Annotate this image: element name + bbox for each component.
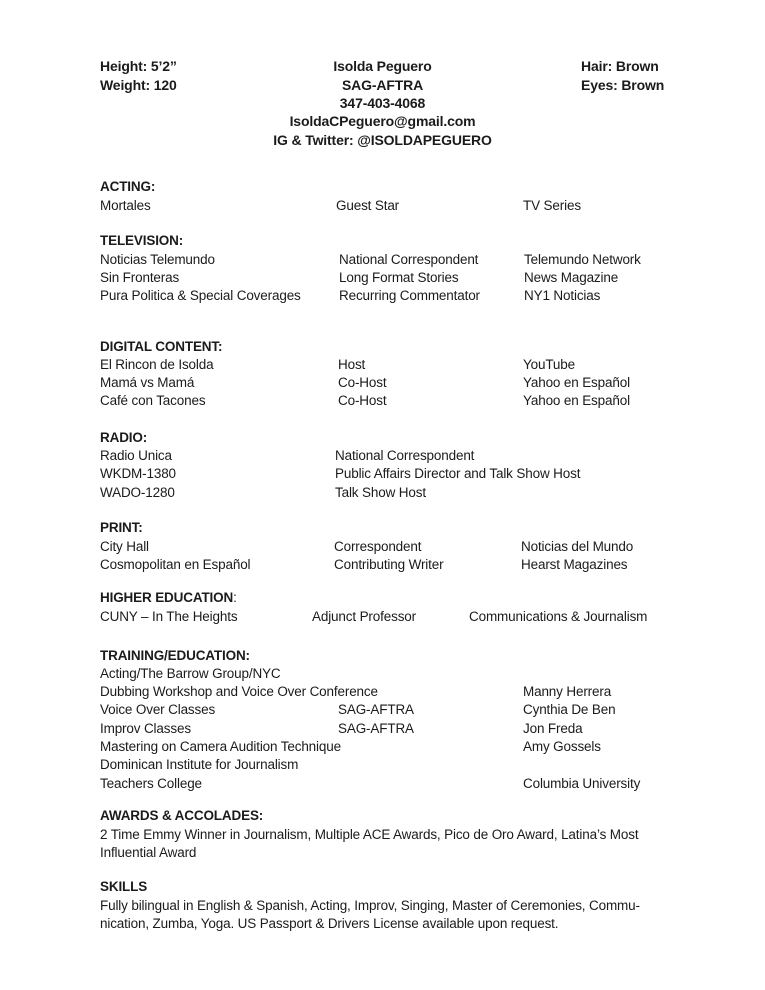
training-row-3 [0, 700, 765, 719]
section-title-print: PRINT: [100, 520, 143, 535]
credit-title: Mamá vs Mamá [100, 375, 195, 390]
training-instructor: Manny Herrera [523, 684, 612, 699]
credit-title: Mortales [100, 198, 151, 213]
training-course: Voice Over Classes [100, 702, 216, 717]
header-line-4 [0, 112, 765, 131]
skills-text-line-1 [0, 896, 765, 915]
skills-text: nication, Zumba, Yoga. US Passport & Drivers License available upon request. [100, 916, 559, 931]
credit-title: Café con Tacones [100, 393, 206, 408]
credit-title: El Rincon de Isolda [100, 357, 214, 372]
section-header-print [0, 518, 765, 537]
credit-title: Cosmopolitan en Español [100, 557, 251, 572]
credit-title: WKDM-1380 [100, 466, 176, 481]
section-title-radio: RADIO: [100, 430, 148, 445]
awards-text: Influential Award [100, 845, 197, 860]
credit-network: Yahoo en Español [523, 375, 630, 390]
awards-text-line-2 [0, 843, 765, 862]
subject-area: Communications & Journalism [469, 609, 648, 624]
training-instructor: Columbia University [523, 776, 641, 791]
height-value: Height: 5’2” [100, 58, 177, 74]
training-instructor: Cynthia De Ben [523, 702, 616, 717]
hair-value: Hair: Brown [581, 58, 659, 74]
credit-network: News Magazine [524, 270, 619, 285]
position-title: Adjunct Professor [312, 609, 416, 624]
training-row-2 [0, 682, 765, 701]
email-address: IsoldaCPeguero@gmail.com [289, 113, 476, 129]
training-row-6 [0, 755, 765, 774]
credit-network: Noticias del Mundo [521, 539, 634, 554]
credit-network: Hearst Magazines [521, 557, 628, 572]
training-row-4 [0, 719, 765, 738]
radio-row-3 [0, 483, 765, 502]
credit-title: Pura Politica & Special Coverages [100, 288, 301, 303]
section-title-training: TRAINING/EDUCATION: [100, 648, 250, 663]
awards-text: 2 Time Emmy Winner in Journalism, Multiple ACE Awards, Pico de Oro Award, Latina’s Most [100, 827, 639, 842]
television-row-3 [0, 286, 765, 305]
section-title-higher-education: HIGHER EDUCATION [100, 590, 234, 605]
digital-row-2 [0, 373, 765, 392]
header-line-5 [0, 131, 765, 150]
training-row-5 [0, 737, 765, 756]
section-header-higher-education [0, 588, 765, 607]
credit-role: Correspondent [334, 539, 422, 554]
credit-role: Guest Star [336, 198, 400, 213]
social-handles: IG & Twitter: @ISOLDAPEGUERO [273, 132, 492, 148]
radio-row-1 [0, 446, 765, 465]
training-instructor: Amy Gossels [523, 739, 601, 754]
credit-title: Radio Unica [100, 448, 172, 463]
credit-role: Recurring Commentator [339, 288, 480, 303]
phone-number: 347-403-4068 [339, 95, 426, 111]
television-row-1 [0, 250, 765, 269]
higher-education-row-1 [0, 607, 765, 626]
credit-role: Co-Host [338, 375, 387, 390]
training-course: Improv Classes [100, 721, 191, 736]
institution-name: CUNY – In The Heights [100, 609, 238, 624]
credit-network: Telemundo Network [524, 252, 641, 267]
section-title-acting: ACTING: [100, 179, 156, 194]
training-org: SAG-AFTRA [338, 721, 414, 736]
eyes-value: Eyes: Brown [581, 77, 665, 93]
weight-value: Weight: 120 [100, 77, 177, 93]
section-header-radio [0, 428, 765, 447]
credit-role: National Correspondent [339, 252, 479, 267]
print-row-2 [0, 555, 765, 574]
union-affiliation: SAG-AFTRA [341, 77, 424, 93]
digital-row-3 [0, 391, 765, 410]
training-instructor: Jon Freda [523, 721, 583, 736]
credit-title: Noticias Telemundo [100, 252, 215, 267]
person-name: Isolda Peguero [333, 58, 432, 74]
training-course: Dominican Institute for Journalism [100, 757, 299, 772]
section-title-awards: AWARDS & ACCOLADES: [100, 808, 264, 823]
section-title-digital-content: DIGITAL CONTENT: [100, 339, 223, 354]
credit-network: Yahoo en Español [523, 393, 630, 408]
section-header-skills [0, 877, 765, 896]
credit-role: Host [338, 357, 366, 372]
training-course: Mastering on Camera Audition Technique [100, 739, 341, 754]
header-line-2 [0, 76, 765, 95]
credit-role: National Correspondent [335, 448, 475, 463]
credit-network: NY1 Noticias [524, 288, 601, 303]
training-org: SAG-AFTRA [338, 702, 414, 717]
section-title-television: TELEVISION: [100, 233, 184, 248]
skills-text: Fully bilingual in English & Spanish, Acting, Improv, Singing, Master of Ceremonies, Commu- [100, 898, 640, 913]
credit-network: TV Series [523, 198, 581, 213]
awards-text-line-1 [0, 825, 765, 844]
training-course: Teachers College [100, 776, 202, 791]
credit-title: Sin Fronteras [100, 270, 180, 285]
section-title-skills: SKILLS [100, 879, 148, 894]
acting-row-1 [0, 196, 765, 215]
header-line-3 [0, 94, 765, 113]
credit-title: WADO-1280 [100, 485, 175, 500]
radio-row-2 [0, 464, 765, 483]
training-row-7 [0, 774, 765, 793]
television-row-2 [0, 268, 765, 287]
training-course: Acting/The Barrow Group/NYC [100, 666, 281, 681]
section-header-digital-content [0, 337, 765, 356]
training-row-1 [0, 664, 765, 683]
digital-row-1 [0, 355, 765, 374]
training-course: Dubbing Workshop and Voice Over Conference [100, 684, 378, 699]
credit-title: City Hall [100, 539, 149, 554]
credit-network: YouTube [523, 357, 576, 372]
credit-role: Co-Host [338, 393, 387, 408]
skills-text-line-2 [0, 914, 765, 933]
section-header-training [0, 646, 765, 665]
credit-role: Contributing Writer [334, 557, 444, 572]
section-header-acting [0, 177, 765, 196]
credit-role: Talk Show Host [335, 485, 426, 500]
header-line-1 [0, 57, 765, 76]
section-title-colon: : [233, 590, 237, 605]
section-header-awards [0, 806, 765, 825]
credit-role: Public Affairs Director and Talk Show Host [335, 466, 581, 481]
print-row-1 [0, 537, 765, 556]
credit-role: Long Format Stories [339, 270, 459, 285]
section-header-television [0, 231, 765, 250]
